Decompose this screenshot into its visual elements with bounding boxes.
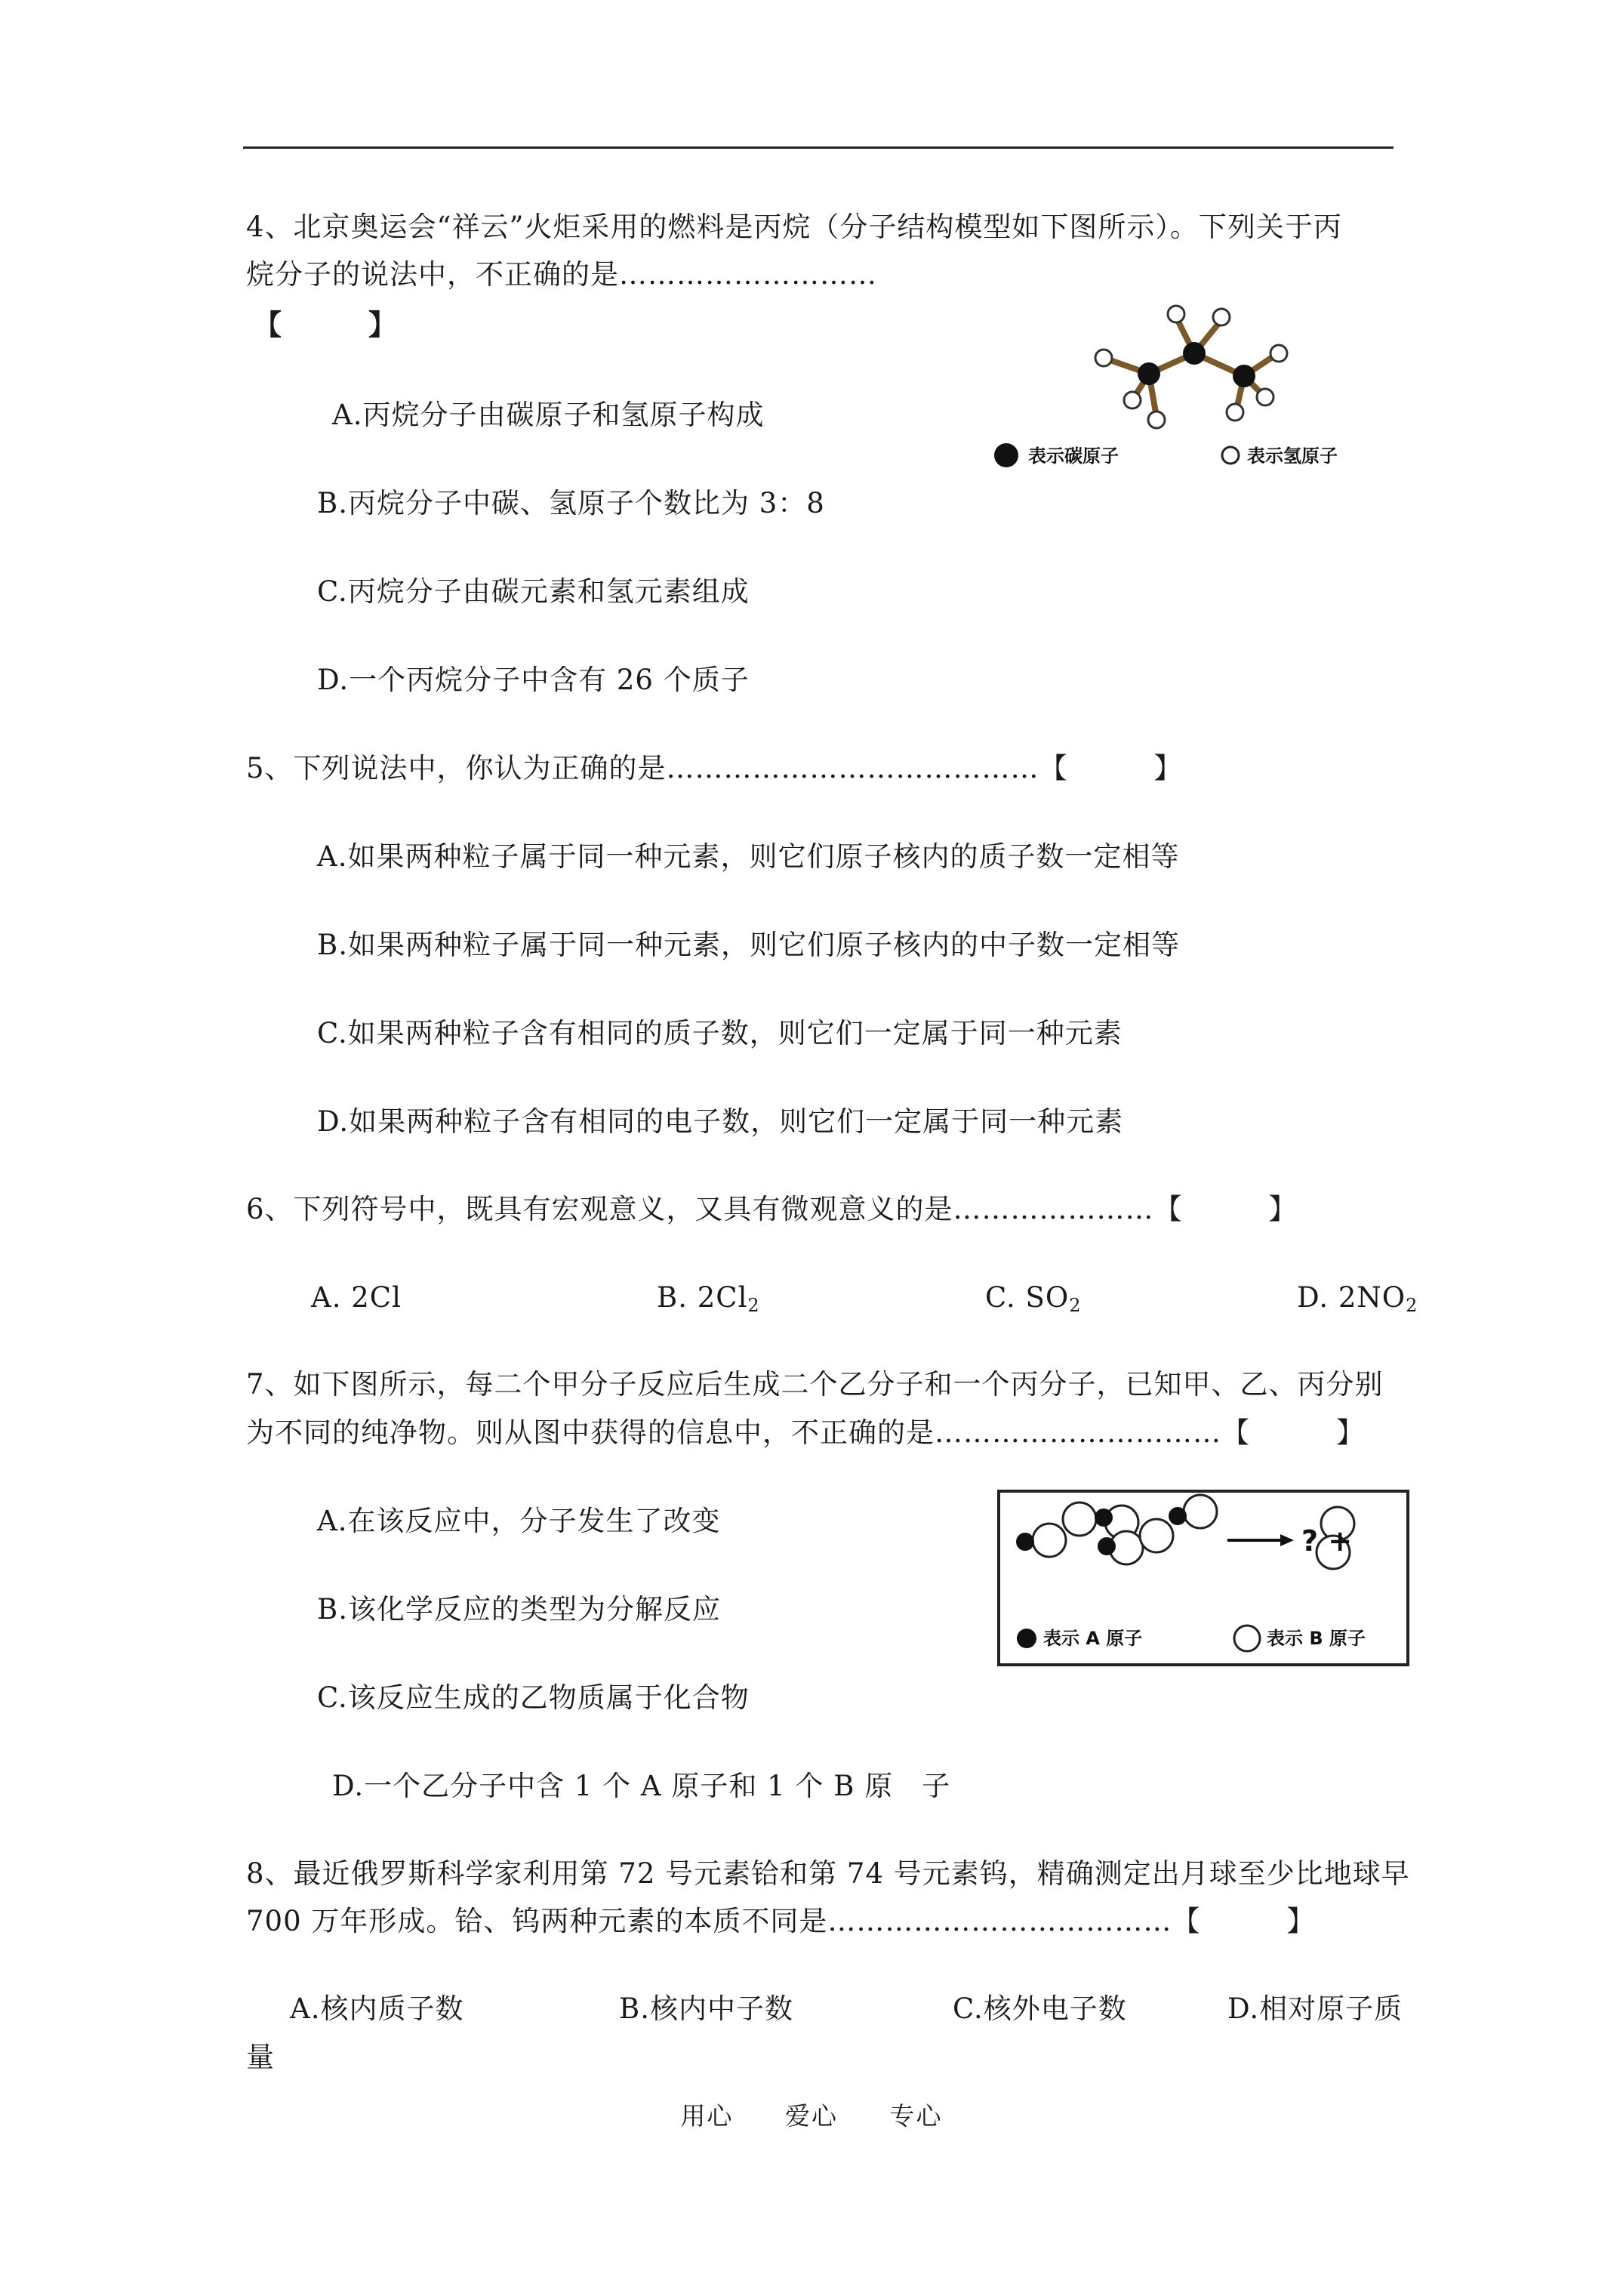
q7-option-b: B.该化学反应的类型为分解反应: [317, 1593, 721, 1626]
q6-stem: 6、下列符号中，既具有宏观意义，又具有微观意义的是…………………【 】: [246, 1193, 1298, 1225]
legend-atom-b-label: 表示 B 原子: [1267, 1628, 1366, 1649]
propane-molecule-figure: [981, 294, 1374, 483]
q6-option-a: A. 2Cl: [311, 1281, 402, 1314]
q5-option-a: A.如果两种粒子属于同一种元素，则它们原子核内的质子数一定相等: [317, 840, 1180, 873]
q4-option-a: A.丙烷分子由碳原子和氢原子构成: [332, 399, 765, 431]
q5-option-c: C.如果两种粒子含有相同的质子数，则它们一定属于同一种元素: [317, 1017, 1123, 1049]
q7-option-c: C.该反应生成的乙物质属于化合物: [317, 1681, 750, 1714]
q6-option-d: D. $2NO_2$: [1297, 1281, 1418, 1316]
q8-option-b: B.核内中子数: [619, 1992, 793, 2025]
atom-b-legend-icon: [1234, 1626, 1260, 1651]
q7-option-d: D.一个乙分子中含 1 个 A 原子和 1 个 B 原 子: [332, 1770, 951, 1802]
hydrogen-legend-icon: [1222, 447, 1239, 464]
q6-option-b: B. $2Cl_2$: [657, 1281, 760, 1316]
unknown-product-label: ? +: [1301, 1524, 1353, 1558]
legend-hydrogen-label: 表示氢原子: [1247, 445, 1338, 467]
q8-stem-line1: 8、最近俄罗斯科学家利用第 72 号元素铪和第 74 号元素钨，精确测定出月球至少比地球早: [246, 1857, 1410, 1890]
atom-a-legend-icon: [1017, 1629, 1036, 1648]
q4-stem-line1: 4、北京奥运会“祥云”火炬采用的燃料是丙烷（分子结构模型如下图所示）。下列关于丙: [246, 211, 1342, 243]
page-footer: [0, 2101, 1623, 2131]
reaction-figure: [996, 1489, 1410, 1667]
q5-option-b: B.如果两种粒子属于同一种元素，则它们原子核内的中子数一定相等: [317, 929, 1180, 961]
q6-option-c: C. $SO_2$: [985, 1281, 1082, 1316]
q7-stem-line2: 为不同的纯净物。则从图中获得的信息中，不正确的是…………………………【 】: [246, 1416, 1365, 1449]
q8-option-a: A.核内质子数: [290, 1992, 464, 2025]
q5-stem: 5、下列说法中，你认为正确的是…………………………………【 】: [246, 752, 1183, 784]
footer-word-1: 用心: [680, 2101, 734, 2131]
q8-option-d: D.相对原子质: [1227, 1992, 1403, 2025]
q5-option-d: D.如果两种粒子含有相同的电子数，则它们一定属于同一种元素: [317, 1105, 1124, 1138]
q8-option-d-continued: 量: [246, 2041, 275, 2073]
q4-option-b: B.丙烷分子中碳、氢原子个数比为 3：8: [317, 487, 825, 519]
legend-atom-a-label: 表示 A 原子: [1043, 1628, 1143, 1649]
q4-stem-line2: 烷分子的说法中，不正确的是………………………: [246, 258, 877, 291]
q8-stem-line2: 700 万年形成。铪、钨两种元素的本质不同是………………………………【 】: [246, 1905, 1316, 1937]
q4-option-d: D.一个丙烷分子中含有 26 个质子: [317, 664, 750, 696]
footer-word-2: 爱心: [785, 2101, 838, 2131]
legend-carbon-label: 表示碳原子: [1028, 445, 1119, 467]
header-rule: [243, 146, 1394, 149]
q7-stem-line1: 7、如下图所示，每二个甲分子反应后生成二个乙分子和一个丙分子，已知甲、乙、丙分别: [246, 1368, 1384, 1401]
q4-answer-bracket: 【 】: [254, 308, 397, 341]
q7-option-a: A.在该反应中，分子发生了改变: [317, 1505, 721, 1537]
q8-option-c: C.核外电子数: [953, 1992, 1127, 2025]
carbon-legend-icon: [994, 443, 1018, 467]
q4-option-c: C.丙烷分子由碳元素和氢元素组成: [317, 575, 750, 608]
footer-word-3: 专心: [889, 2101, 943, 2131]
